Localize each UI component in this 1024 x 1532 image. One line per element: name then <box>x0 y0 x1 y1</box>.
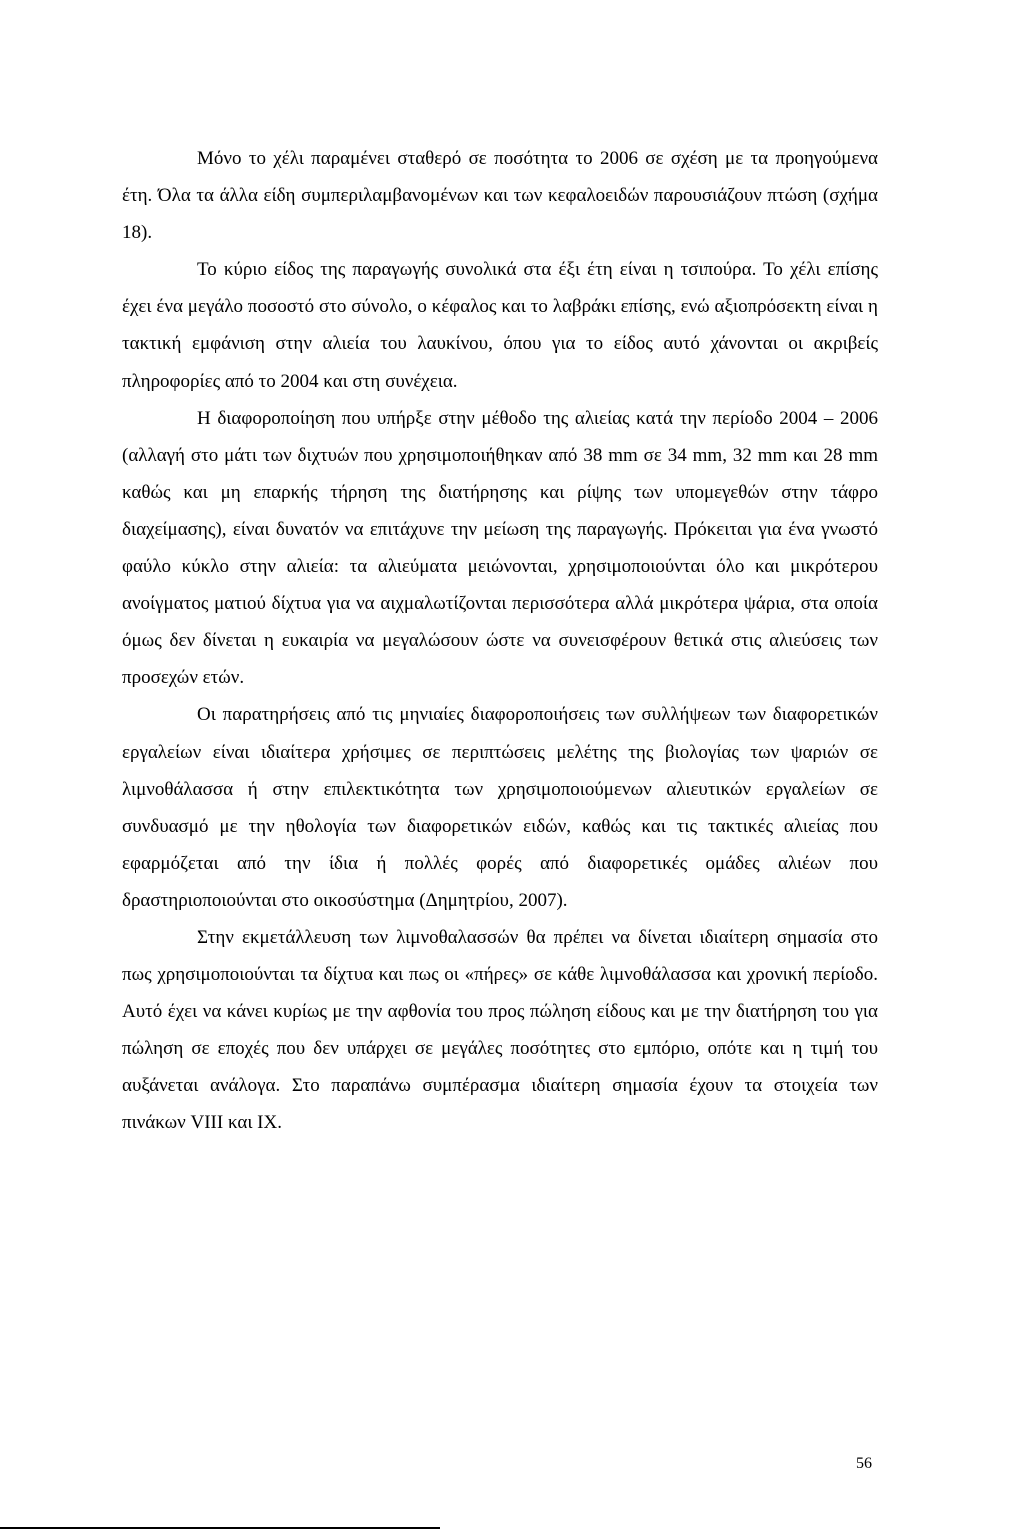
paragraph-eel-stability: Μόνο το χέλι παραμένει σταθερό σε ποσότητα το 2006 σε σχέση με τα προηγούμενα έτη. Όλα τα άλλα είδη συμπεριλαμβανομένων και των κεφαλοειδών παρουσιάζουν πτώση (σχήμα 18). <box>122 148 878 244</box>
footer-rule <box>0 1527 440 1529</box>
paragraph-fishing-method: Η διαφοροποίηση που υπήρξε στην μέθοδο της αλιείας κατά την περίοδο 2004 – 2006 (αλλαγή στο μάτι των διχτυών που χρησιμοποιήθηκαν από 38 mm σε 34 mm, 32 mm και 28 mm καθώς και μη επαρκής τήρηση της διατήρησης και ρίψης των υπομεγεθών στην τάφρο διαχείμασης), είναι δυνατόν να επιτάχυνε την μείωση της παραγωγής. Πρόκειται για ένα γνωστό φαύλο κύκλο στην αλιεία: τα αλιεύματα μειώνονται, χρησιμοποιούνται όλο και μικρότερου ανοίγματος ματιού δίχτυα για να αιχμαλωτίζονται περισσότερα αλλά μικρότερα ψάρια, στα οποία όμως δεν δίνεται η ευκαιρία να μεγαλώσουν ώστε να συνεισφέρουν θετικά στις αλιεύσεις των προσεχών ετών. <box>122 407 878 689</box>
paragraph-lagoon-exploitation: Στην εκμετάλλευση των λιμνοθαλασσών θα πρέπει να δίνεται ιδιαίτερη σημασία στο πως χρησιμοποιούνται τα δίχτυα και πως οι «πήρες» σε κάθε λιμνοθάλασσα και χρονική περίοδο. Αυτό έχει να κάνει κυρίως με την αφθονία του προς πώληση είδους και με την διατήρηση του για πώληση σε εποχές που δεν υπάρχει σε μεγάλες ποσότητες στο εμπόριο, οπότε και η τιμή του αυξάνεται ανάλογα. Στο παραπάνω συμπέρασμα ιδιαίτερη σημασία έχουν τα στοιχεία των πινάκων VIII και IX. <box>122 926 878 1134</box>
page-number: 56 <box>856 1455 872 1472</box>
paragraph-monthly-observations: Οι παρατηρήσεις από τις μηνιαίες διαφοροποιήσεις των συλλήψεων των διαφορετικών εργαλείων είναι ιδιαίτερα χρήσιμες σε περιπτώσεις μελέτης της βιολογίας των ψαριών σε λιμνοθάλασσα ή στην επιλεκτικότητα των χρησιμοποιούμενων αλιευτικών εργαλείων σε συνδυασμό με την ηθολογία των διαφορετικών ειδών, καθώς και τις τακτικές αλιείας που εφαρμόζεται από την ίδια ή πολλές φορές από διαφορετικές ομάδες αλιέων που δραστηριοποιούνται στο οικοσύστημα (Δημητρίου, 2007). <box>122 704 878 911</box>
page-body <box>122 140 878 1142</box>
paragraph-main-species: Το κύριο είδος της παραγωγής συνολικά στα έξι έτη είναι η τσιπούρα. Το χέλι επίσης έχει ένα μεγάλο ποσοστό στο σύνολο, ο κέφαλος και το λαβράκι επίσης, ενώ αξιοπρόσεκτη είναι η τακτική εμφάνιση στην αλιεία του λαυκίνου, όπου για το είδος αυτό χάνονται οι ακριβείς πληροφορίες από το 2004 και στη συνέχεια. <box>122 259 878 392</box>
